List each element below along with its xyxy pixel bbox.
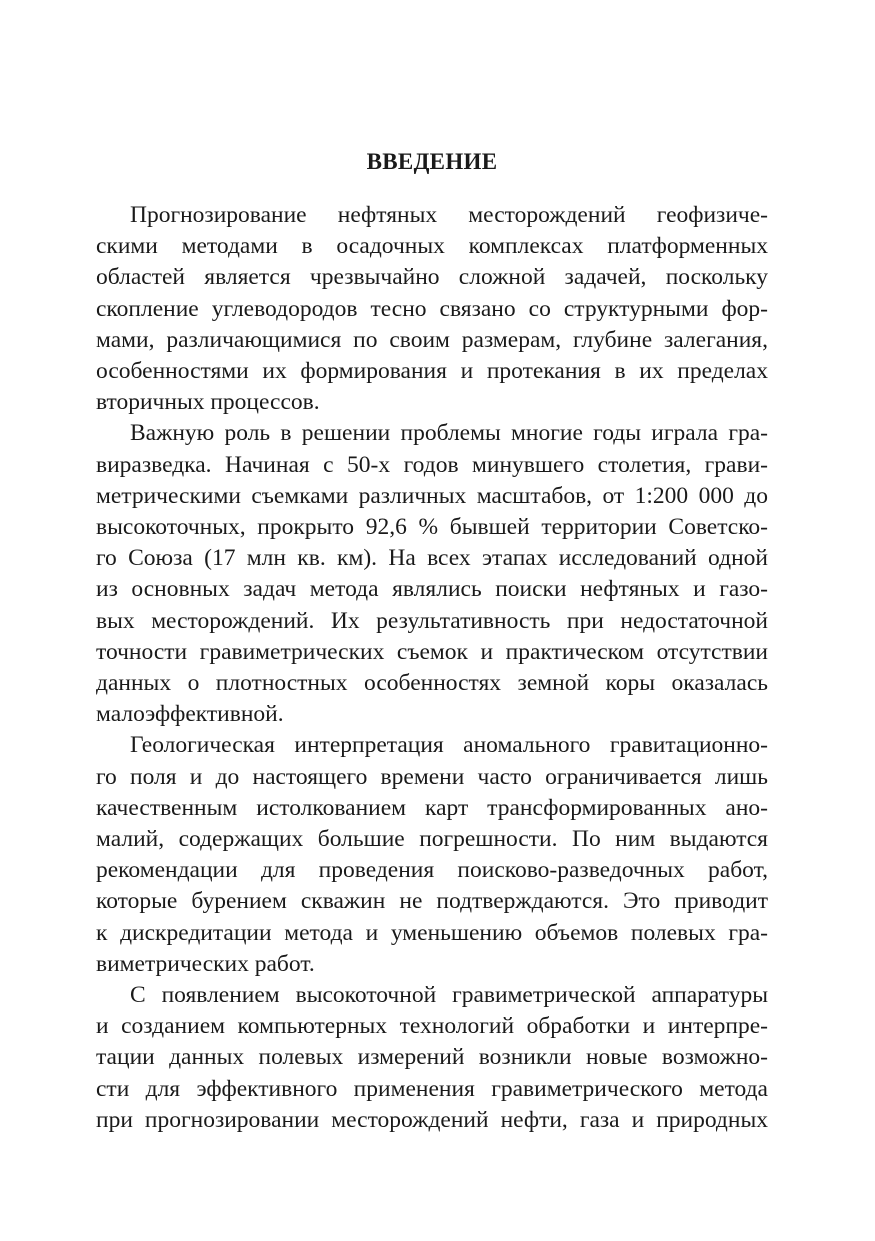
text-line: метрическими съемками различных масштабов, от 1:200 000 до bbox=[96, 482, 768, 509]
text-line: мами, различающимися по своим размерам, глубине залегания, bbox=[96, 326, 768, 353]
text-line: Геологическая интерпретация аномального гравитационно- bbox=[130, 732, 768, 759]
text-line: и созданием компьютерных технологий обработки и интерпре- bbox=[96, 1013, 768, 1040]
chapter-title: ВВЕДЕНИЕ bbox=[366, 149, 498, 174]
text-line: малоэффективной. bbox=[96, 701, 284, 728]
text-line: данных о плотностных особенностях земной коры оказалась bbox=[96, 670, 768, 697]
paragraph bbox=[96, 730, 768, 980]
text-line: го поля и до настоящего времени часто ограничивается лишь bbox=[96, 763, 768, 790]
text-line: скопление углеводородов тесно связано со структурными фор- bbox=[96, 295, 768, 322]
text-line: при прогнозировании месторождений нефти, газа и природных bbox=[96, 1106, 768, 1133]
text-line: которые бурением скважин не подтверждаются. Это приводит bbox=[96, 888, 768, 915]
text-line: из основных задач метода являлись поиски нефтяных и газо- bbox=[96, 576, 768, 603]
text-line: виметрических работ. bbox=[96, 950, 315, 977]
text-line: особенностями их формирования и протекания в их пределах bbox=[96, 358, 768, 385]
text-line: тации данных полевых измерений возникли новые возможно- bbox=[96, 1044, 768, 1071]
text-line: областей является чрезвычайно сложной задачей, поскольку bbox=[96, 264, 768, 291]
text-line: го Союза (17 млн кв. км). На всех этапах исследований одной bbox=[96, 545, 768, 572]
text-line: точности гравиметрических съемок и практическом отсутствии bbox=[96, 638, 768, 665]
text-line: сти для эффективного применения гравиметрического метода bbox=[96, 1075, 768, 1102]
paragraph bbox=[96, 200, 768, 418]
text-line: вых месторождений. Их результативность при недостаточной bbox=[96, 607, 768, 634]
paragraph bbox=[96, 980, 768, 1136]
page-content bbox=[96, 146, 768, 1136]
text-line: С появлением высокоточной гравиметрической аппаратуры bbox=[130, 982, 768, 1009]
text-line: виразведка. Начиная с 50-х годов минувшего столетия, грави- bbox=[96, 451, 768, 478]
paragraph bbox=[96, 418, 768, 730]
text-line: высокоточных, прокрыто 92,6 % бывшей территории Советско- bbox=[96, 514, 768, 541]
text-line: вторичных процессов. bbox=[96, 389, 320, 416]
text-line: качественным истолкованием карт трансформированных ано- bbox=[96, 794, 768, 821]
text-line: малий, содержащих большие погрешности. По ним выдаются bbox=[96, 826, 768, 853]
text-line: рекомендации для проведения поисково-разведочных работ, bbox=[96, 857, 768, 884]
text-line: к дискредитации метода и уменьшению объемов полевых гра- bbox=[96, 919, 768, 946]
body-text bbox=[96, 200, 768, 1136]
text-line: Прогнозирование нефтяных месторождений геофизиче- bbox=[130, 202, 768, 228]
text-line: скими методами в осадочных комплексах платформенных bbox=[96, 233, 768, 260]
text-line: Важную роль в решении проблемы многие годы играла гра- bbox=[130, 420, 768, 447]
